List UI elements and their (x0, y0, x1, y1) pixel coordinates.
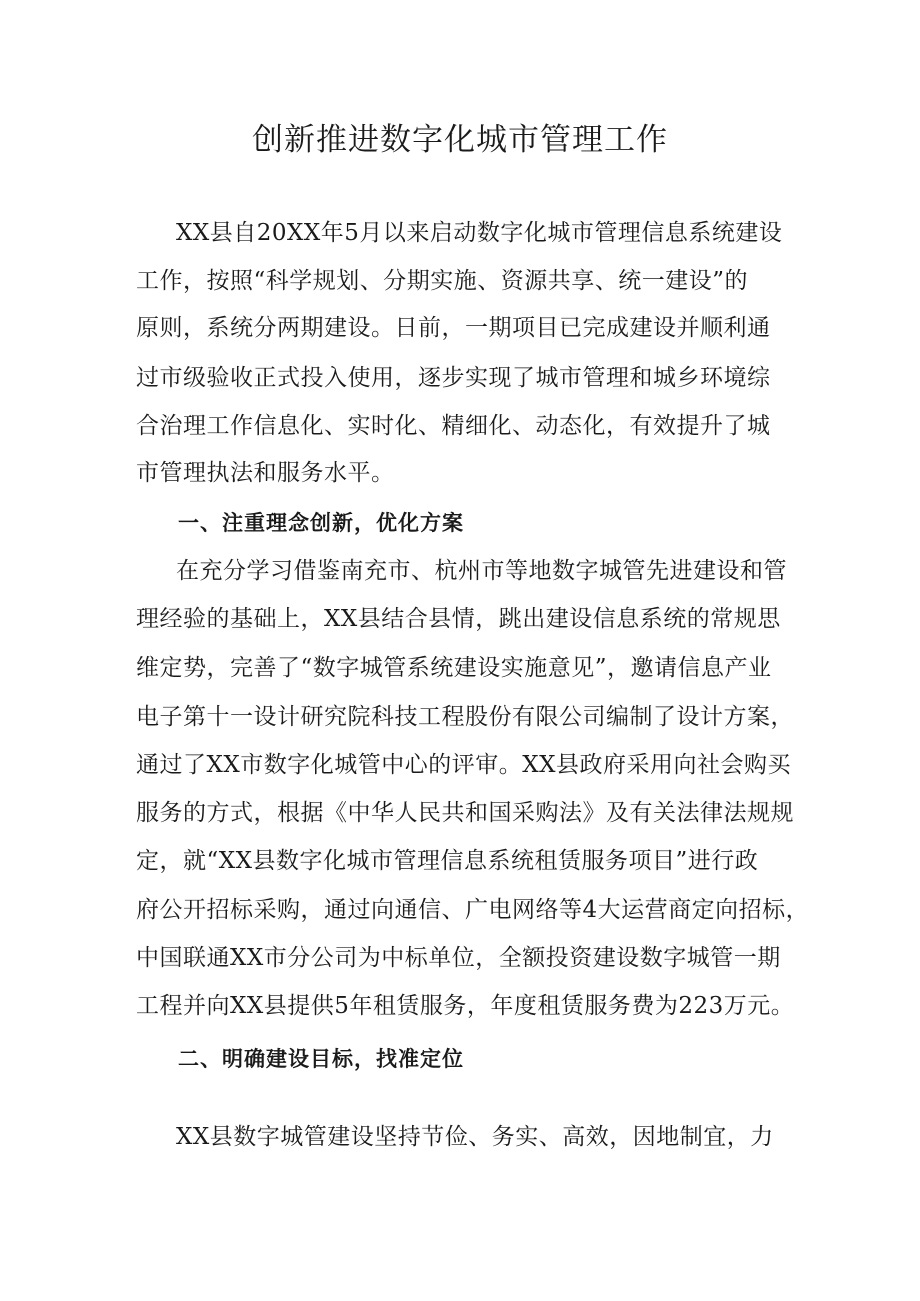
text-line: 中国联通XX市分公司为中标单位，全额投资建设数字城管一期 (136, 945, 781, 971)
text-line: 工作，按照“科学规划、分期实施、资源共享、统一建设”的 (136, 268, 749, 294)
text-line: XX县数字城管建设坚持节俭、务实、高效，因地制宜，力 (176, 1124, 774, 1150)
text-line: 合治理工作信息化、实时化、精细化、动态化，有效提升了城 (136, 413, 771, 439)
section-heading: 二、明确建设目标，找准定位 (178, 1047, 464, 1071)
text-line: 府公开招标采购，通过向通信、广电网络等4大运营商定向招标， (136, 897, 810, 923)
text-line: 市管理执法和服务水平。 (136, 460, 395, 486)
text-line: 原则，系统分两期建设。日前，一期项目已完成建设并顺利通 (136, 315, 771, 341)
text-line: XX县自20XX年5月以来启动数字化城市管理信息系统建设 (176, 220, 783, 246)
text-line: 服务的方式，根据《中华人民共和国采购法》及有关法律法规规 (136, 800, 794, 826)
text-line: 在充分学习借鉴南充市、杭州市等地数字城管先进建设和管 (176, 558, 787, 584)
section-heading: 一、注重理念创新，优化方案 (178, 511, 464, 535)
text-line: 定，就“XX县数字化城市管理信息系统租赁服务项目”进行政 (136, 848, 759, 874)
text-line: 理经验的基础上，XX县结合县情，跳出建设信息系统的常规思 (136, 606, 781, 632)
text-line: 工程并向XX县提供5年租赁服务，年度租赁服务费为223万元。 (136, 993, 795, 1019)
text-line: 维定势，完善了“数字城管系统建设实施意见”，邀请信息产业 (136, 655, 772, 681)
text-line: 电子第十一设计研究院科技工程股份有限公司编制了设计方案， (136, 704, 794, 730)
text-line: 通过了XX市数字化城管中心的评审。XX县政府采用向社会购买 (136, 752, 791, 778)
text-line: 过市级验收正式投入使用，逐步实现了城市管理和城乡环境综 (136, 365, 771, 391)
document-title: 创新推进数字化城市管理工作 (252, 122, 668, 158)
